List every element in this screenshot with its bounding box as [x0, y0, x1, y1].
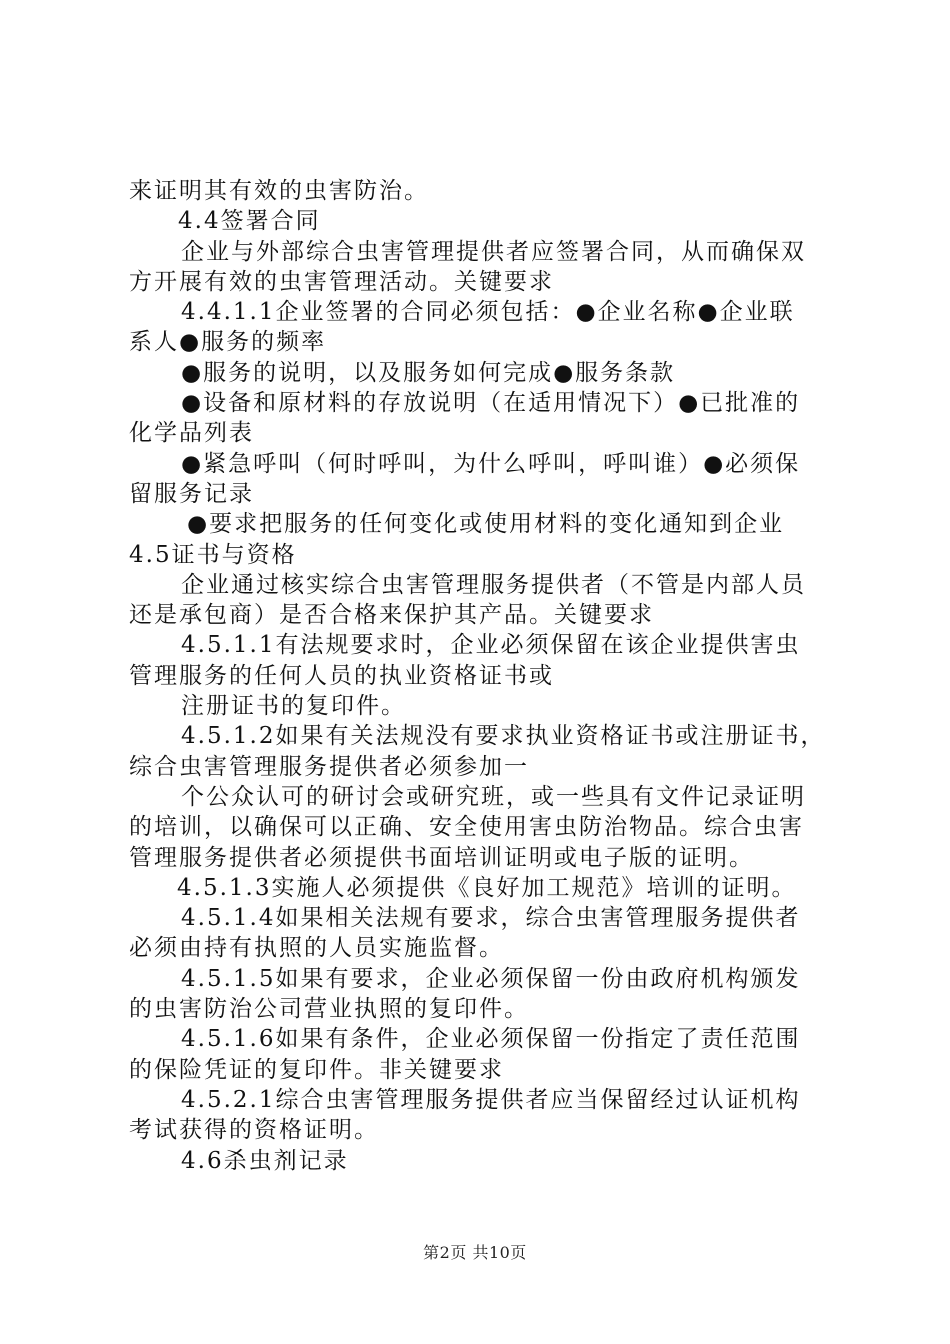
text-line: 4.4.1.1企业签署的合同必须包括：●企业名称●企业联	[181, 299, 795, 326]
text-line: 企业与外部综合虫害管理提供者应签署合同，从而确保双	[181, 238, 806, 265]
text-line: 的培训，以确保可以正确、安全使用害虫防治物品。综合虫害	[129, 814, 804, 841]
text-line: ●要求把服务的任何变化或使用材料的变化通知到企业	[187, 511, 785, 538]
text-line: 必须由持有执照的人员实施监督。	[129, 935, 504, 962]
text-line: ●服务的说明，以及服务如何完成●服务条款	[181, 359, 676, 386]
section-heading: 4.5证书与资格	[129, 541, 297, 568]
page-number-footer: 第2页 共10页	[423, 1243, 527, 1262]
section-heading: 4.6杀虫剂记录	[181, 1147, 349, 1174]
section-heading: 4.4签署合同	[178, 208, 321, 235]
text-line: 考试获得的资格证明。	[129, 1117, 379, 1144]
text-line: 注册证书的复印件。	[181, 693, 406, 720]
text-line: 来证明其有效的虫害防治。	[129, 178, 429, 204]
text-line: 方开展有效的虫害管理活动。关键要求	[129, 268, 554, 295]
text-line: 4.5.2.1综合虫害管理服务提供者应当保留经过认证机构	[181, 1086, 801, 1113]
text-line: 4.5.1.5如果有要求，企业必须保留一份由政府机构颁发	[181, 965, 801, 992]
text-line: 的虫害防治公司营业执照的复印件。	[129, 996, 529, 1023]
text-line: 管理服务提供者必须提供书面培训证明或电子版的证明。	[129, 844, 754, 871]
text-line: 4.5.1.2如果有关法规没有要求执业资格证书或注册证书，	[181, 723, 826, 750]
text-line: 系人●服务的频率	[129, 329, 327, 356]
text-line: 4.5.1.1有法规要求时，企业必须保留在该企业提供害虫	[181, 632, 801, 659]
text-line: 化学品列表	[129, 420, 254, 447]
text-line: 企业通过核实综合虫害管理服务提供者（不管是内部人员	[181, 571, 806, 598]
text-line: 4.5.1.3实施人必须提供《良好加工规范》培训的证明。	[177, 874, 797, 901]
document-body	[129, 176, 834, 1176]
text-line: ●紧急呼叫（何时呼叫，为什么呼叫，呼叫谁）●必须保	[181, 450, 801, 477]
text-line: ●设备和原材料的存放说明（在适用情况下）●已批准的	[181, 390, 801, 417]
text-line: 4.5.1.4如果相关法规有要求，综合虫害管理服务提供者	[181, 905, 801, 932]
text-line: 管理服务的任何人员的执业资格证书或	[129, 662, 554, 689]
text-line: 个公众认可的研讨会或研究班，或一些具有文件记录证明	[181, 783, 806, 810]
text-line: 综合虫害管理服务提供者必须参加一	[129, 753, 529, 780]
text-line: 的保险凭证的复印件。非关键要求	[129, 1056, 504, 1083]
text-line: 4.5.1.6如果有条件，企业必须保留一份指定了责任范围	[181, 1026, 801, 1053]
text-line: 留服务记录	[129, 480, 254, 507]
text-line: 还是承包商）是否合格来保护其产品。关键要求	[129, 602, 654, 629]
